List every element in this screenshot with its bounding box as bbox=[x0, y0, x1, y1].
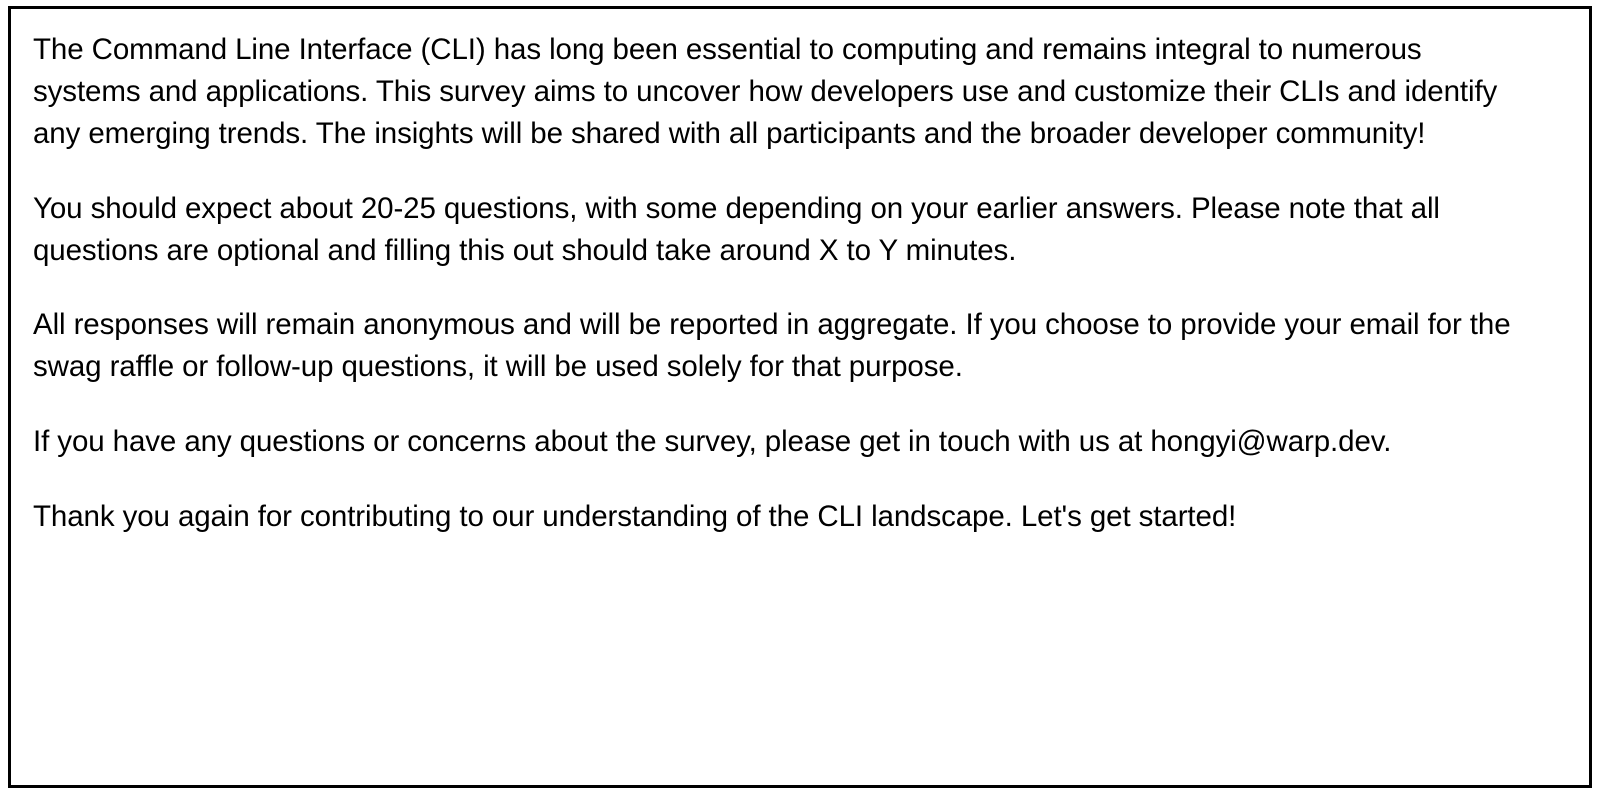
intro-paragraph-2: You should expect about 20-25 questions, with some depending on your earlier answers. Please note that all questions are optional and filling this out should take around X to Y minutes. bbox=[33, 191, 1440, 267]
survey-intro-panel bbox=[8, 6, 1592, 788]
intro-paragraph-5: Thank you again for contributing to our understanding of the CLI landscape. Let's get started! bbox=[33, 500, 1237, 533]
intro-paragraph-1: The Command Line Interface (CLI) has long been essential to computing and remains integral to numerous systems and applications. This survey aims to uncover how developers use and customize their CLIs and identify any emerging trends. The insights will be shared with all participants and the broader developer community! bbox=[33, 33, 1498, 150]
intro-paragraph-3: All responses will remain anonymous and will be reported in aggregate. If you choose to provide your email for the swag raffle or follow-up questions, it will be used solely for that purpose. bbox=[33, 308, 1511, 384]
intro-paragraph-4: If you have any questions or concerns about the survey, please get in touch with us at hongyi@warp.dev. bbox=[33, 425, 1392, 459]
